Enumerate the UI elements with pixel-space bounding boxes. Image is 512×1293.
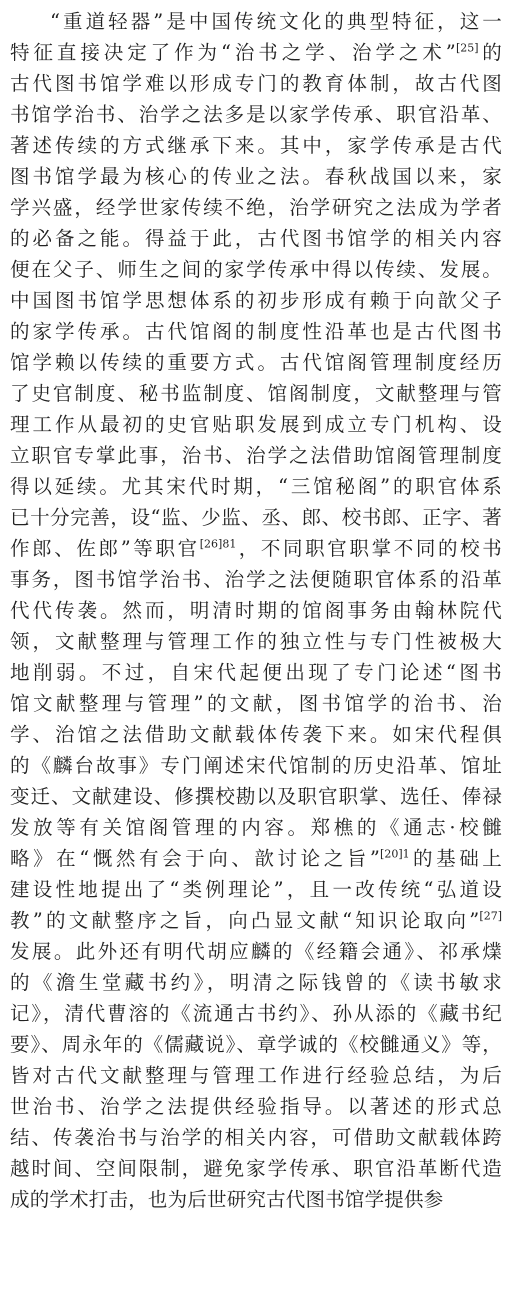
line-text: 作郎、佐郎”等职官 bbox=[10, 537, 200, 560]
text-line bbox=[10, 812, 502, 843]
text-line bbox=[10, 750, 502, 781]
line-text: 的《澹生堂藏书约》，明清之际钱曾的《读书敏求 bbox=[10, 971, 502, 994]
line-text: 发放等有关馆阁管理的内容。郑樵的《通志·校雠 bbox=[10, 816, 502, 839]
line-text: 了史官制度、秘书监制度、馆阁制度，文献整理与管 bbox=[10, 382, 502, 405]
line-text: 便在父子、师生之间的家学传承中得以传续、发展。 bbox=[10, 258, 502, 281]
line-text: 图书馆学最为核心的传业之法。春秋战国以来，家 bbox=[10, 165, 502, 188]
text-line bbox=[10, 843, 502, 874]
line-text: 理工作从最初的史官贴职发展到成立专门机构、设 bbox=[10, 413, 502, 436]
text-line bbox=[10, 533, 502, 564]
text-line bbox=[10, 595, 502, 626]
line-text: 建设性地提出了“类例理论”，且一改传统“弘道设 bbox=[10, 878, 502, 901]
text-line bbox=[10, 409, 502, 440]
line-text: 书馆学治书、治学之法多是以家学传承、职官沿革、 bbox=[10, 103, 502, 126]
text-line bbox=[10, 719, 502, 750]
text-line bbox=[10, 564, 502, 595]
text-line bbox=[10, 998, 502, 1029]
text-line bbox=[10, 967, 502, 998]
citation-marker: [26]81 bbox=[199, 537, 237, 551]
text-line bbox=[10, 37, 502, 68]
line-text: 古代图书馆学难以形成专门的教育体制，故古代图 bbox=[10, 72, 502, 95]
line-text: 领，文献整理与管理工作的独立性与专门性被极大 bbox=[10, 630, 502, 653]
text-line bbox=[10, 502, 502, 533]
text-line bbox=[10, 1091, 502, 1122]
line-text: 的必备之能。得益于此，古代图书馆学的相关内容 bbox=[10, 227, 502, 250]
line-text: 代代传袭。然而，明清时期的馆阁事务由翰林院代 bbox=[10, 599, 502, 622]
citation-marker: [27] bbox=[479, 909, 502, 923]
text-line bbox=[10, 192, 502, 223]
text-line bbox=[10, 99, 502, 130]
line-text: 的家学传承。古代馆阁的制度性沿革也是古代图书 bbox=[10, 320, 502, 343]
line-text: 馆文献整理与管理”的文献，图书馆学的治书、治 bbox=[10, 692, 502, 715]
text-line bbox=[10, 936, 502, 967]
text-line bbox=[10, 347, 502, 378]
text-line bbox=[10, 626, 502, 657]
text-line bbox=[10, 905, 502, 936]
line-text: 教”的文献整序之旨，向凸显文献“知识论取向” bbox=[10, 909, 480, 932]
line-text: 立职官专掌此事，治书、治学之法借助馆阁管理制度 bbox=[10, 444, 502, 467]
line-text: 记》，清代曹溶的《流通古书约》、孙从添的《藏书纪 bbox=[10, 1002, 502, 1025]
line-text: 特征直接决定了作为“治书之学、治学之术” bbox=[10, 41, 456, 64]
text-line bbox=[10, 254, 502, 285]
citation-marker: [25] bbox=[455, 41, 479, 55]
line-text: 已十分完善，设“监、少监、丞、郎、校书郎、正字、著 bbox=[10, 506, 502, 529]
text-line bbox=[10, 6, 502, 37]
text-line bbox=[10, 874, 502, 905]
text-line bbox=[10, 316, 502, 347]
line-text: 结、传袭治书与治学的相关内容，可借助文献载体跨 bbox=[10, 1126, 502, 1149]
line-text: 世治书、治学之法提供经验指导。以著述的形式总 bbox=[10, 1095, 502, 1118]
text-line bbox=[10, 1029, 502, 1060]
line-text: 略》在“慨然有会于向、歆讨论之旨” bbox=[10, 847, 381, 870]
text-line bbox=[10, 1060, 502, 1091]
line-text: 的《麟台故事》专门阐述宋代馆制的历史沿革、馆址 bbox=[10, 754, 502, 777]
line-text: 成的学术打击，也为后世研究古代图书馆学提供参 bbox=[10, 1188, 444, 1211]
line-text-continued: ，不同职官职掌不同的校书 bbox=[236, 537, 502, 560]
line-text: 著述传续的方式继承下来。其中，家学传承是古代 bbox=[10, 134, 502, 157]
text-line bbox=[10, 781, 502, 812]
line-text: 得以延续。尤其宋代时期，“三馆秘阁”的职官体系 bbox=[10, 475, 502, 498]
text-line bbox=[10, 285, 502, 316]
line-text: 学、治馆之法借助文献载体传袭下来。如宋代程俱 bbox=[10, 723, 502, 746]
text-line bbox=[10, 161, 502, 192]
text-line bbox=[10, 1153, 502, 1184]
citation-marker: [20]1 bbox=[380, 847, 410, 861]
line-text: 馆学赖以传续的重要方式。古代馆阁管理制度经历 bbox=[10, 351, 502, 374]
text-line bbox=[10, 223, 502, 254]
text-line bbox=[10, 440, 502, 471]
line-text: 学兴盛，经学世家传续不绝，治学研究之法成为学者 bbox=[10, 196, 502, 219]
text-line bbox=[10, 688, 502, 719]
text-line bbox=[10, 657, 502, 688]
line-text: 变迁、文献建设、修撰校勘以及职官职掌、选任、俸禄 bbox=[10, 785, 502, 808]
line-text: 越时间、空间限制，避免家学传承、职官沿革断代造 bbox=[10, 1157, 502, 1180]
line-text: “重道轻器”是中国传统文化的典型特征，这一 bbox=[50, 10, 502, 33]
line-text-continued: 的 bbox=[478, 41, 502, 64]
line-text-continued: 的基础上 bbox=[409, 847, 502, 870]
text-line bbox=[10, 378, 502, 409]
line-text: 事务，图书馆学治书、治学之法便随职官体系的沿革 bbox=[10, 568, 502, 591]
body-paragraph bbox=[10, 6, 502, 1215]
line-text: 要》、周永年的《儒藏说》、章学诚的《校雠通义》等， bbox=[10, 1033, 502, 1056]
text-line bbox=[10, 1122, 502, 1153]
line-text: 地削弱。不过，自宋代起便出现了专门论述“图书 bbox=[10, 661, 502, 684]
text-line bbox=[10, 1184, 502, 1215]
text-line bbox=[10, 68, 502, 99]
line-text: 皆对古代文献整理与管理工作进行经验总结，为后 bbox=[10, 1064, 502, 1087]
line-text: 发展。此外还有明代胡应麟的《经籍会通》、祁承㸁 bbox=[10, 940, 502, 963]
text-line bbox=[10, 130, 502, 161]
text-line bbox=[10, 471, 502, 502]
line-text: 中国图书馆学思想体系的初步形成有赖于向歆父子 bbox=[10, 289, 502, 312]
